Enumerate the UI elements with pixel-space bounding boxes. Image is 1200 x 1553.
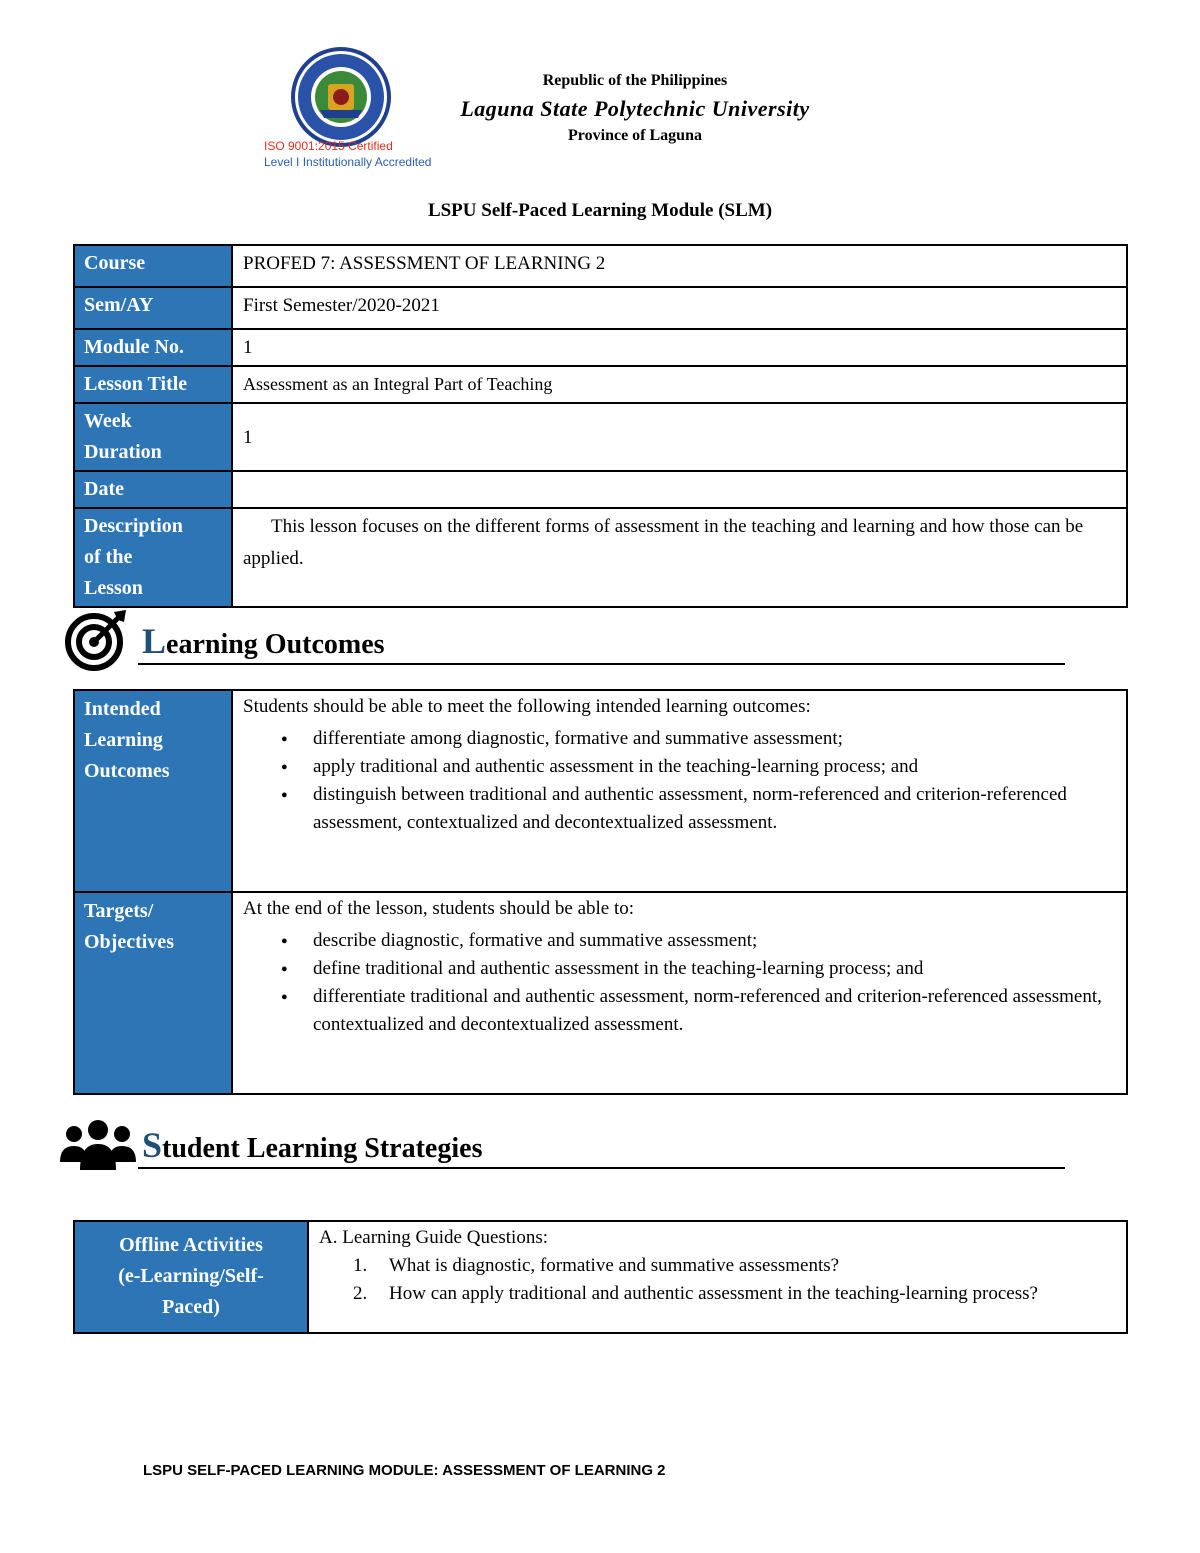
course-label: Course [74, 245, 232, 287]
list-item: ● distinguish between traditional and authentic assessment, norm-referenced and criterion-referenced assessment, contextualized and decontextualized assessment. [313, 781, 1116, 837]
question-number: 1. [353, 1255, 368, 1276]
week-label-line-2: Duration [84, 441, 162, 463]
objectives-list [243, 927, 1116, 1039]
list-item: ● describe diagnostic, formative and summative assessment; [313, 927, 1116, 955]
page-footer: LSPU SELF-PACED LEARNING MODULE: ASSESSMENT OF LEARNING 2 [143, 1462, 666, 1479]
learning-outcomes-cap: L [142, 621, 167, 661]
university-name: Laguna State Polytechnic University [460, 96, 810, 121]
sem-value: First Semester/2020-2021 [232, 287, 1127, 329]
table-row [74, 1221, 1127, 1333]
strategies-heading [60, 1118, 1065, 1178]
guide-questions-content [308, 1221, 1127, 1333]
group-icon [60, 1118, 136, 1174]
table-row [74, 690, 1127, 892]
table-row [74, 287, 1127, 329]
week-duration-label [74, 403, 232, 471]
week-label-line-1: Week [84, 410, 132, 432]
ilo-label [74, 690, 232, 892]
lesson-title-value: Assessment as an Integral Part of Teaching [232, 366, 1127, 403]
learning-outcomes-title [142, 620, 385, 662]
strategies-table [73, 1220, 1128, 1334]
table-row [74, 329, 1127, 366]
description-label-line-3: Lesson [84, 577, 143, 599]
offline-label-line-3: Paced) [162, 1296, 220, 1318]
description-value: This lesson focuses on the different forms of assessment in the teaching and learning and how those can be applied. [232, 508, 1127, 607]
ilo-list [243, 725, 1116, 837]
date-label: Date [74, 471, 232, 508]
course-value: PROFED 7: ASSESSMENT OF LEARNING 2 [232, 245, 1127, 287]
module-info-table [73, 244, 1128, 608]
question-text: What is diagnostic, formative and summative assessments? [389, 1255, 840, 1276]
republic-heading: Republic of the Philippines [542, 72, 728, 89]
table-row [74, 403, 1127, 471]
iso-certification: ISO 9001:2015 Certified [264, 139, 393, 153]
learning-outcomes-heading [60, 608, 1065, 672]
learning-outcomes-rest: earning Outcomes [166, 629, 385, 660]
week-duration-value: 1 [232, 403, 1127, 471]
ilo-content [232, 690, 1127, 892]
list-item: ● differentiate traditional and authentic assessment, norm-referenced and criterion-referenced assessment, contextualized and decontextualized assessment. [313, 983, 1116, 1039]
document-title: LSPU Self-Paced Learning Module (SLM) [427, 200, 773, 221]
list-item [353, 1280, 1116, 1308]
list-item: ● differentiate among diagnostic, formative and summative assessment; [313, 725, 1116, 753]
objectives-label [74, 892, 232, 1094]
module-label: Module No. [74, 329, 232, 366]
description-label [74, 508, 232, 607]
table-row [74, 892, 1127, 1094]
table-row [74, 508, 1127, 607]
list-item: ● apply traditional and authentic assessment in the teaching-learning process; and [313, 753, 1116, 781]
table-row [74, 245, 1127, 287]
strategies-title [142, 1124, 482, 1166]
ilo-intro: Students should be able to meet the following intended learning outcomes: [243, 696, 811, 717]
description-label-line-1: Description [84, 515, 183, 537]
table-row [74, 471, 1127, 508]
offline-label-line-2: (e-Learning/Self- [118, 1265, 264, 1287]
section-divider [138, 663, 1065, 665]
date-value [232, 471, 1127, 508]
strategies-cap: S [142, 1125, 163, 1165]
objectives-content [232, 892, 1127, 1094]
sem-label: Sem/AY [74, 287, 232, 329]
description-label-line-2: of the [84, 546, 133, 568]
table-row [74, 366, 1127, 403]
ilo-label-line-2: Learning [84, 729, 163, 751]
objectives-intro: At the end of the lesson, students should be able to: [243, 898, 635, 919]
question-text: How can apply traditional and authentic assessment in the teaching-learning process? [389, 1283, 1038, 1304]
ilo-label-line-1: Intended [84, 698, 161, 720]
guide-questions-list [319, 1252, 1116, 1308]
university-seal-logo [290, 46, 392, 148]
guide-title: A. Learning Guide Questions: [319, 1227, 549, 1248]
offline-activities-label [74, 1221, 308, 1333]
module-value: 1 [232, 329, 1127, 366]
offline-label-line-1: Offline Activities [119, 1234, 263, 1256]
lesson-title-label: Lesson Title [74, 366, 232, 403]
accreditation-text: Level I Institutionally Accredited [264, 155, 432, 169]
strategies-rest: tudent Learning Strategies [162, 1133, 483, 1164]
objectives-label-line-2: Objectives [84, 931, 174, 953]
outcomes-table [73, 689, 1128, 1095]
section-divider [138, 1167, 1065, 1169]
list-item [353, 1252, 1116, 1280]
objectives-label-line-1: Targets/ [84, 900, 154, 922]
province-heading: Province of Laguna [568, 127, 702, 144]
list-item: ● define traditional and authentic assessment in the teaching-learning process; and [313, 955, 1116, 983]
ilo-label-line-3: Outcomes [84, 760, 170, 782]
target-icon [60, 608, 132, 672]
question-number: 2. [353, 1283, 368, 1304]
